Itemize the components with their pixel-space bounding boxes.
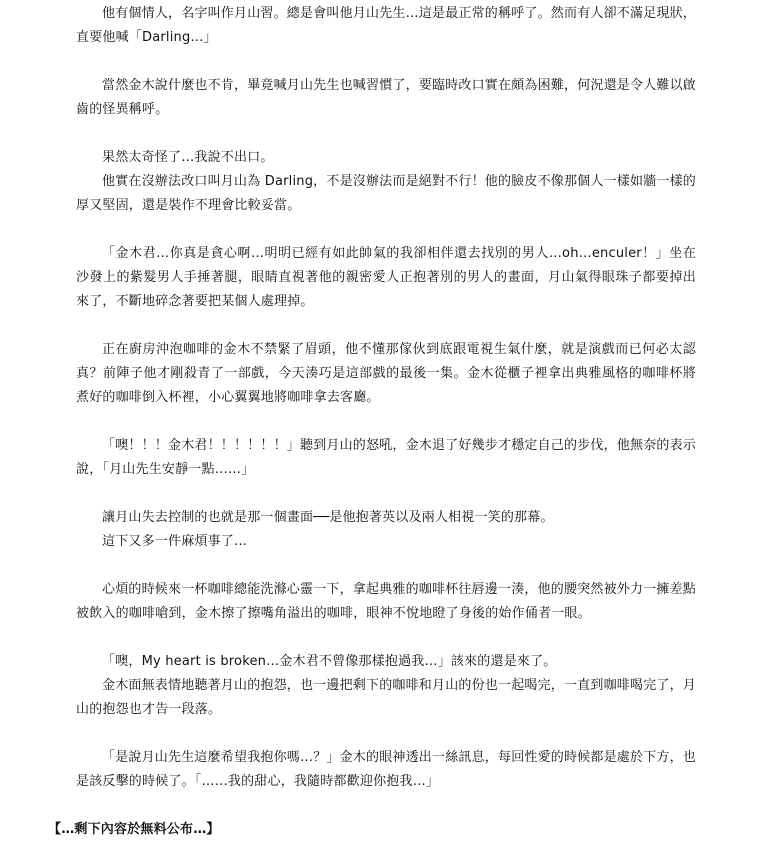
paragraph: 他實在沒辦法改口叫月山為 Darling，不是沒辦法而是絕對不行！他的臉皮不像那個人一樣如牆一樣的厚又堅固，還是裝作不理會比較妥當。: [76, 174, 696, 213]
paragraph: 正在廚房沖泡咖啡的金木不禁緊了眉頭，他不懂那傢伙到底跟電視生氣什麼，就是演戲而已何必太認真？前陣子他才剛殺青了一部戲，今天湊巧是這部戲的最後一集。金木從櫃子裡拿出典雅風格的咖啡杯將煮好的咖啡倒入杯裡，小心翼翼地將咖啡拿去客廳。: [76, 342, 696, 405]
paragraph: 心煩的時候來一杯咖啡總能洗滌心靈一下，拿起典雅的咖啡杯往唇邊一湊，他的腰突然被外力一擁差點被飲入的咖啡嗆到，金木擦了擦嘴角溢出的咖啡，眼神不悅地瞪了身後的始作俑者一眼。: [76, 582, 697, 621]
paragraph: 果然太奇怪了…我說不出口。: [102, 150, 274, 165]
paragraph: 讓月山失去控制的也就是那一個畫面──是他抱著英以及兩人相視一笑的那幕。: [102, 510, 554, 525]
paragraph: 「是說月山先生這麼希望我抱你嗎…？」金木的眼神透出一絲訊息，每回性愛的時候都是處於下方，也是該反擊的時候了。「……我的甜心，我隨時都歡迎你抱我…」: [76, 750, 697, 789]
paragraph: 金木面無表情地聽著月山的抱怨，也一邊把剩下的咖啡和月山的份也一起喝完，一直到咖啡喝完了，月山的抱怨也才告一段落。: [76, 678, 697, 717]
paragraph: 這下又多一件麻煩事了…: [102, 534, 248, 549]
paragraph: 「噢，My heart is broken…金木君不曾像那樣抱過我…」該來的還是來了。: [102, 654, 557, 669]
footer-note: 【…剩下內容於無料公布…】: [48, 822, 220, 837]
paragraph: 「噢！！！金木君！！！！！！」聽到月山的怒吼，金木退了好幾步才穩定自己的步伐，他無奈的表示說，「月山先生安靜一點……」: [76, 438, 697, 477]
paragraph: 當然金木說什麼也不肯，畢竟喊月山先生也喊習慣了，要臨時改口實在頗為困難，何況還是令人難以啟齒的怪異稱呼。: [76, 78, 697, 117]
paragraph: 他有個情人，名字叫作月山習。總是會叫他月山先生…這是最正常的稱呼了。然而有人卻不滿足現狀，直要他喊「Darling…」: [76, 6, 697, 45]
paragraph: 「金木君…你真是貪心啊…明明已經有如此帥氣的我卻相伴還去找別的男人…oh…enculer！」坐在沙發上的紫髮男人手捶著腿，眼睛直視著他的親密愛人正抱著別的男人的畫面，月山氣得眼珠子都要掉出來了，不斷地碎念著要把某個人處理掉。: [76, 246, 696, 309]
document-body: [48, 2, 697, 842]
